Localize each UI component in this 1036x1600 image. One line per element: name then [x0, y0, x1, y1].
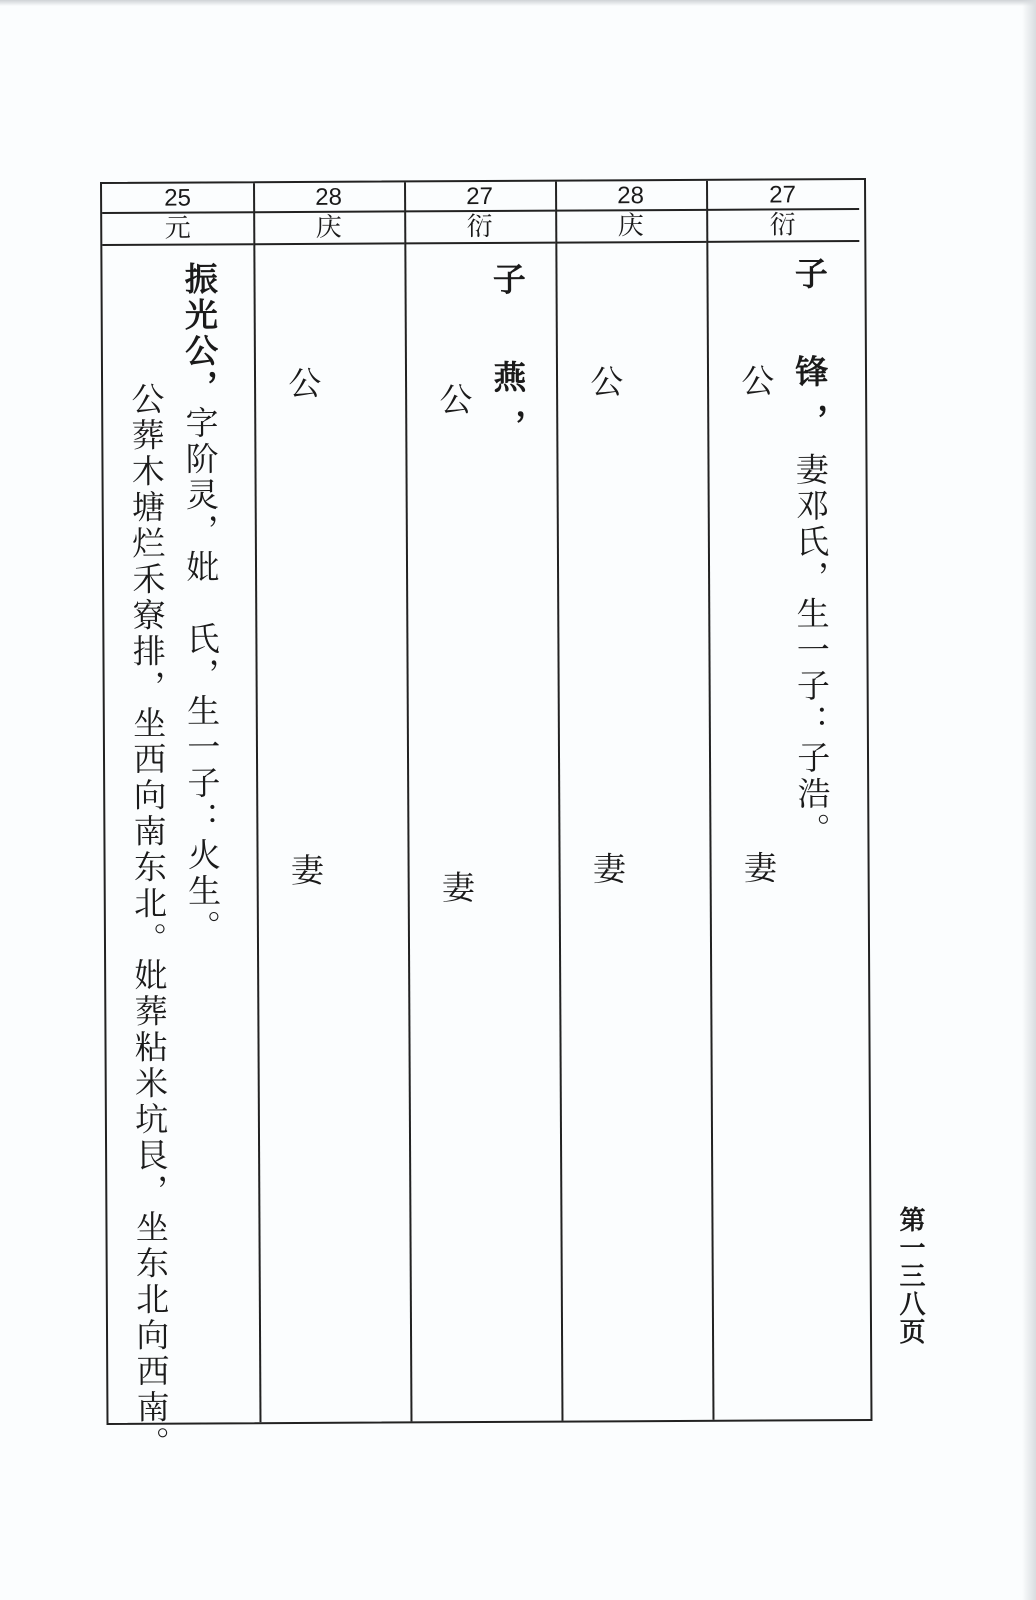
person-details: 字阶灵，妣 氏，生一子：火生。 — [180, 405, 223, 946]
page-number: 第一三八页 — [895, 1206, 925, 1346]
burial-note: 公葬木塘烂禾寮排，坐西向南东北。妣葬粘米坑艮，坐东北向西南。 — [126, 381, 171, 1462]
qi-label: 妻 — [738, 850, 778, 887]
column-yan-1 — [404, 182, 563, 1422]
column-qing-1 — [253, 182, 412, 1422]
person-details: 妻邓氏，生一子：子浩。 — [790, 452, 832, 849]
generation-number: 28 — [555, 181, 706, 212]
generation-name: 衍 — [404, 212, 555, 245]
person-name: 子 锋， — [789, 256, 830, 453]
generation-number: 27 — [404, 182, 555, 213]
gong-label: 公 — [585, 364, 625, 401]
generation-number: 25 — [102, 183, 253, 214]
qi-label: 妻 — [587, 851, 627, 888]
column-yuan — [102, 183, 261, 1462]
genealogy-table — [100, 178, 872, 1462]
gong-label: 公 — [434, 382, 474, 419]
generation-name: 庆 — [555, 211, 706, 244]
person-name: 振光公， — [179, 261, 220, 406]
scan-edge-right — [1022, 0, 1036, 1600]
person-name: 子 燕， — [487, 261, 528, 458]
generation-name: 庆 — [253, 212, 404, 245]
gong-label: 公 — [283, 365, 323, 403]
column-qing-2 — [555, 181, 714, 1421]
generation-number: 28 — [253, 182, 404, 213]
generation-number: 27 — [706, 180, 859, 211]
generation-name: 元 — [102, 213, 253, 246]
main-entry — [789, 256, 832, 849]
generation-name: 衍 — [706, 210, 859, 243]
qi-label: 妻 — [436, 870, 477, 907]
qi-label: 妻 — [285, 852, 326, 890]
scan-edge-top — [0, 0, 1036, 6]
main-entry — [179, 261, 223, 946]
gong-label: 公 — [736, 363, 776, 400]
column-yan-2 — [706, 180, 865, 1420]
